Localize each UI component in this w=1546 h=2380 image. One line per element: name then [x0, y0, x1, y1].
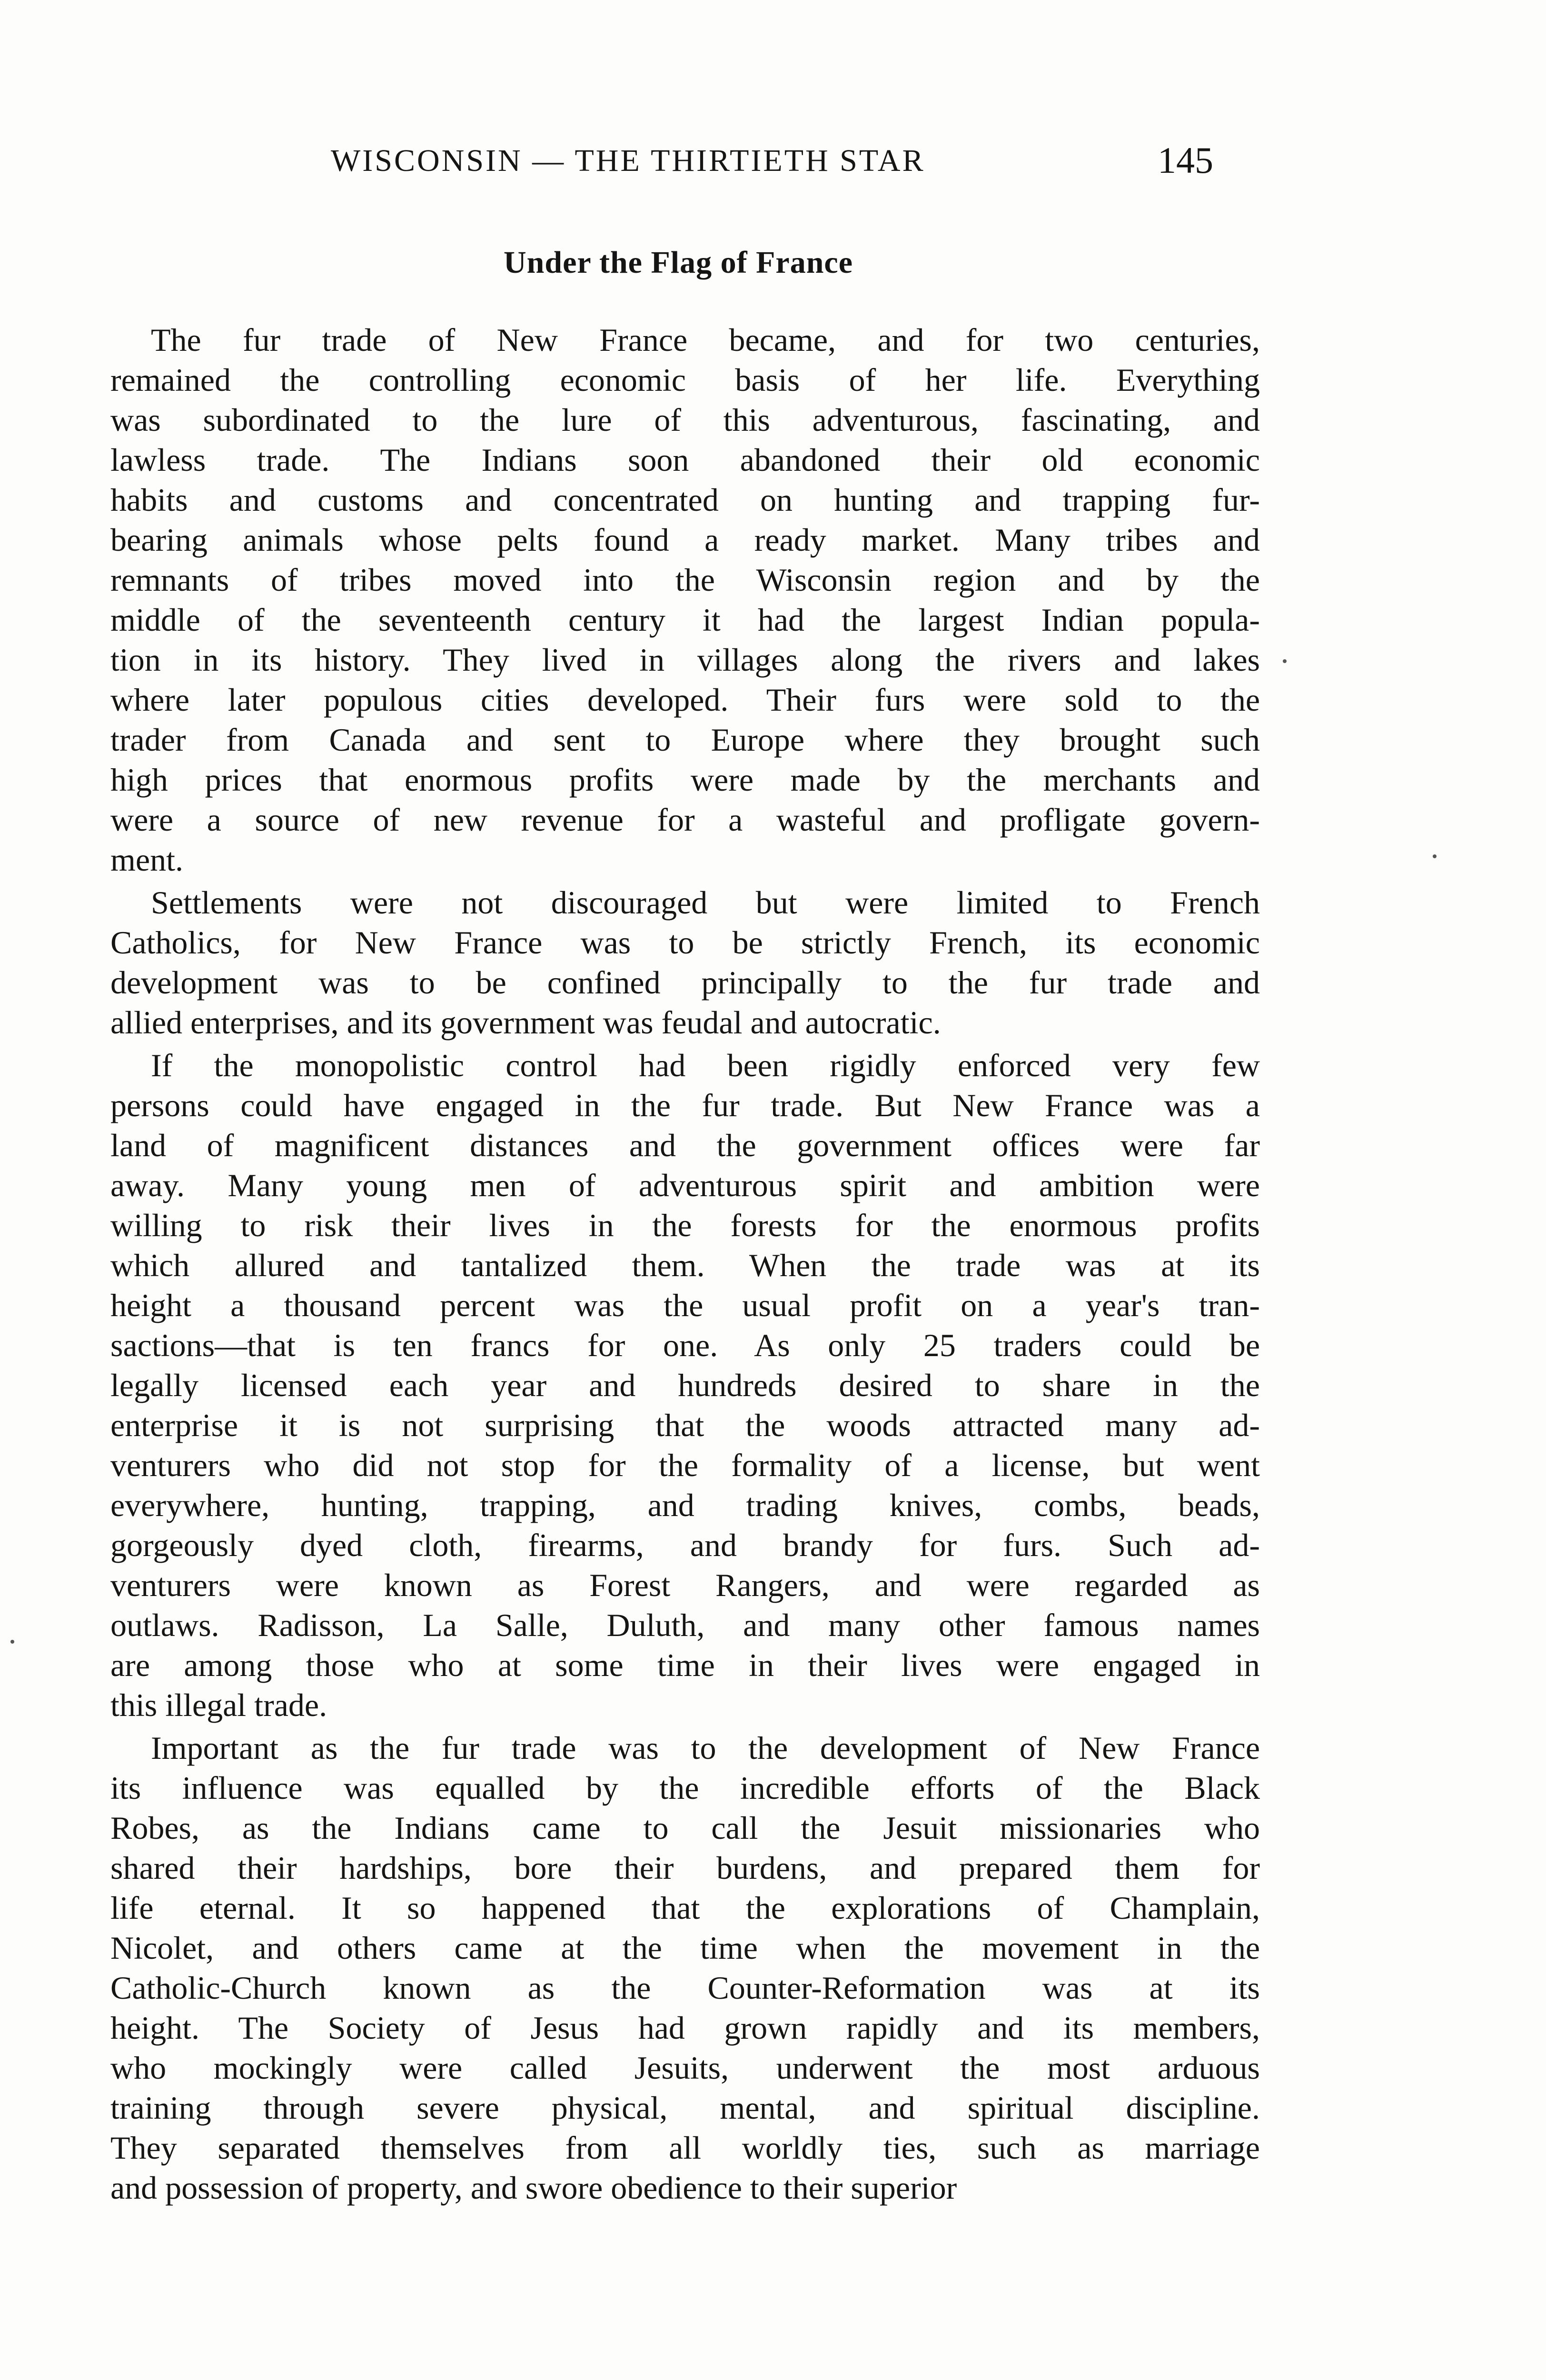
text-line: bearing animals whose pelts found a ready market. Many tribes and	[110, 522, 1260, 558]
text-line: who mockingly were called Jesuits, underwent the most arduous	[110, 2050, 1260, 2086]
body-text	[110, 320, 1260, 2211]
text-line: land of magnificent distances and the government offices were far	[110, 1127, 1260, 1163]
text-line: and possession of property, and swore obedience to their superior	[110, 2170, 957, 2206]
print-speck	[1433, 854, 1437, 858]
text-line: its influence was equalled by the incredible efforts of the Black	[110, 1770, 1260, 1806]
text-line: willing to risk their lives in the forests for the enormous profits	[110, 1207, 1260, 1243]
text-line: training through severe physical, mental, and spiritual discipline.	[110, 2090, 1260, 2126]
running-head: WISCONSIN — THE THIRTIETH STAR	[331, 143, 925, 178]
text-line: life eternal. It so happened that the explorations of Champlain,	[110, 1890, 1260, 1926]
text-line: habits and customs and concentrated on hunting and trapping fur-	[110, 482, 1260, 518]
text-line: ment.	[110, 842, 183, 878]
text-line: Important as the fur trade was to the development of New France	[151, 1730, 1260, 1766]
text-line: tion in its history. They lived in villages along the rivers and lakes	[110, 642, 1260, 678]
text-line: was subordinated to the lure of this adventurous, fascinating, and	[110, 402, 1260, 438]
text-line: Catholic-Church known as the Counter-Reformation was at its	[110, 1970, 1260, 2006]
section-title: Under the Flag of France	[504, 245, 853, 280]
paragraph	[110, 320, 1260, 880]
print-speck	[10, 1640, 14, 1644]
text-line: which allured and tantalized them. When the trade was at its	[110, 1247, 1260, 1283]
text-line: enterprise it is not surprising that the woods attracted many ad-	[110, 1407, 1260, 1443]
text-line: middle of the seventeenth century it had the largest Indian popula-	[110, 602, 1260, 638]
text-line: outlaws. Radisson, La Salle, Duluth, and many other famous names	[110, 1607, 1260, 1643]
text-line: Robes, as the Indians came to call the Jesuit missionaries who	[110, 1810, 1260, 1846]
text-line: were a source of new revenue for a wasteful and profligate govern-	[110, 802, 1260, 838]
text-line: Catholics, for New France was to be strictly French, its economic	[110, 924, 1260, 961]
text-line: venturers were known as Forest Rangers, and were regarded as	[110, 1567, 1260, 1603]
page-number: 145	[1158, 139, 1213, 181]
text-line: this illegal trade.	[110, 1687, 327, 1723]
text-line: shared their hardships, bore their burdens, and prepared them for	[110, 1850, 1260, 1886]
text-line: Nicolet, and others came at the time when the movement in the	[110, 1930, 1260, 1966]
text-line: venturers who did not stop for the formality of a license, but went	[110, 1447, 1260, 1483]
paragraph	[110, 883, 1260, 1042]
text-line: remained the controlling economic basis of her life. Everything	[110, 362, 1260, 398]
text-line: sactions—that is ten francs for one. As only 25 traders could be	[110, 1327, 1260, 1363]
text-line: gorgeously dyed cloth, firearms, and brandy for furs. Such ad-	[110, 1527, 1260, 1563]
text-line: away. Many young men of adventurous spirit and ambition were	[110, 1167, 1260, 1203]
print-speck	[1283, 659, 1287, 663]
text-line: Settlements were not discouraged but were limited to French	[151, 884, 1260, 921]
text-line: height. The Society of Jesus had grown rapidly and its members,	[110, 2010, 1260, 2046]
text-line: The fur trade of New France became, and for two centuries,	[151, 322, 1260, 358]
text-line: high prices that enormous profits were made by the merchants and	[110, 762, 1260, 798]
text-line: remnants of tribes moved into the Wisconsin region and by the	[110, 562, 1260, 598]
text-line: height a thousand percent was the usual profit on a year's tran-	[110, 1287, 1260, 1323]
text-line: persons could have engaged in the fur trade. But New France was a	[110, 1087, 1260, 1123]
text-line: They separated themselves from all worldly ties, such as marriage	[110, 2130, 1260, 2166]
paragraph	[110, 1728, 1260, 2208]
text-line: trader from Canada and sent to Europe where they brought such	[110, 722, 1260, 758]
paragraph	[110, 1045, 1260, 1725]
text-line: legally licensed each year and hundreds desired to share in the	[110, 1367, 1260, 1403]
text-line: everywhere, hunting, trapping, and trading knives, combs, beads,	[110, 1487, 1260, 1523]
text-line: where later populous cities developed. Their furs were sold to the	[110, 682, 1260, 718]
text-line: If the monopolistic control had been rigidly enforced very few	[151, 1047, 1260, 1083]
text-line: are among those who at some time in their lives were engaged in	[110, 1647, 1260, 1683]
text-line: lawless trade. The Indians soon abandoned their old economic	[110, 442, 1260, 478]
text-line: allied enterprises, and its government was feudal and autocratic.	[110, 1004, 941, 1041]
text-line: development was to be confined principally to the fur trade and	[110, 964, 1260, 1001]
